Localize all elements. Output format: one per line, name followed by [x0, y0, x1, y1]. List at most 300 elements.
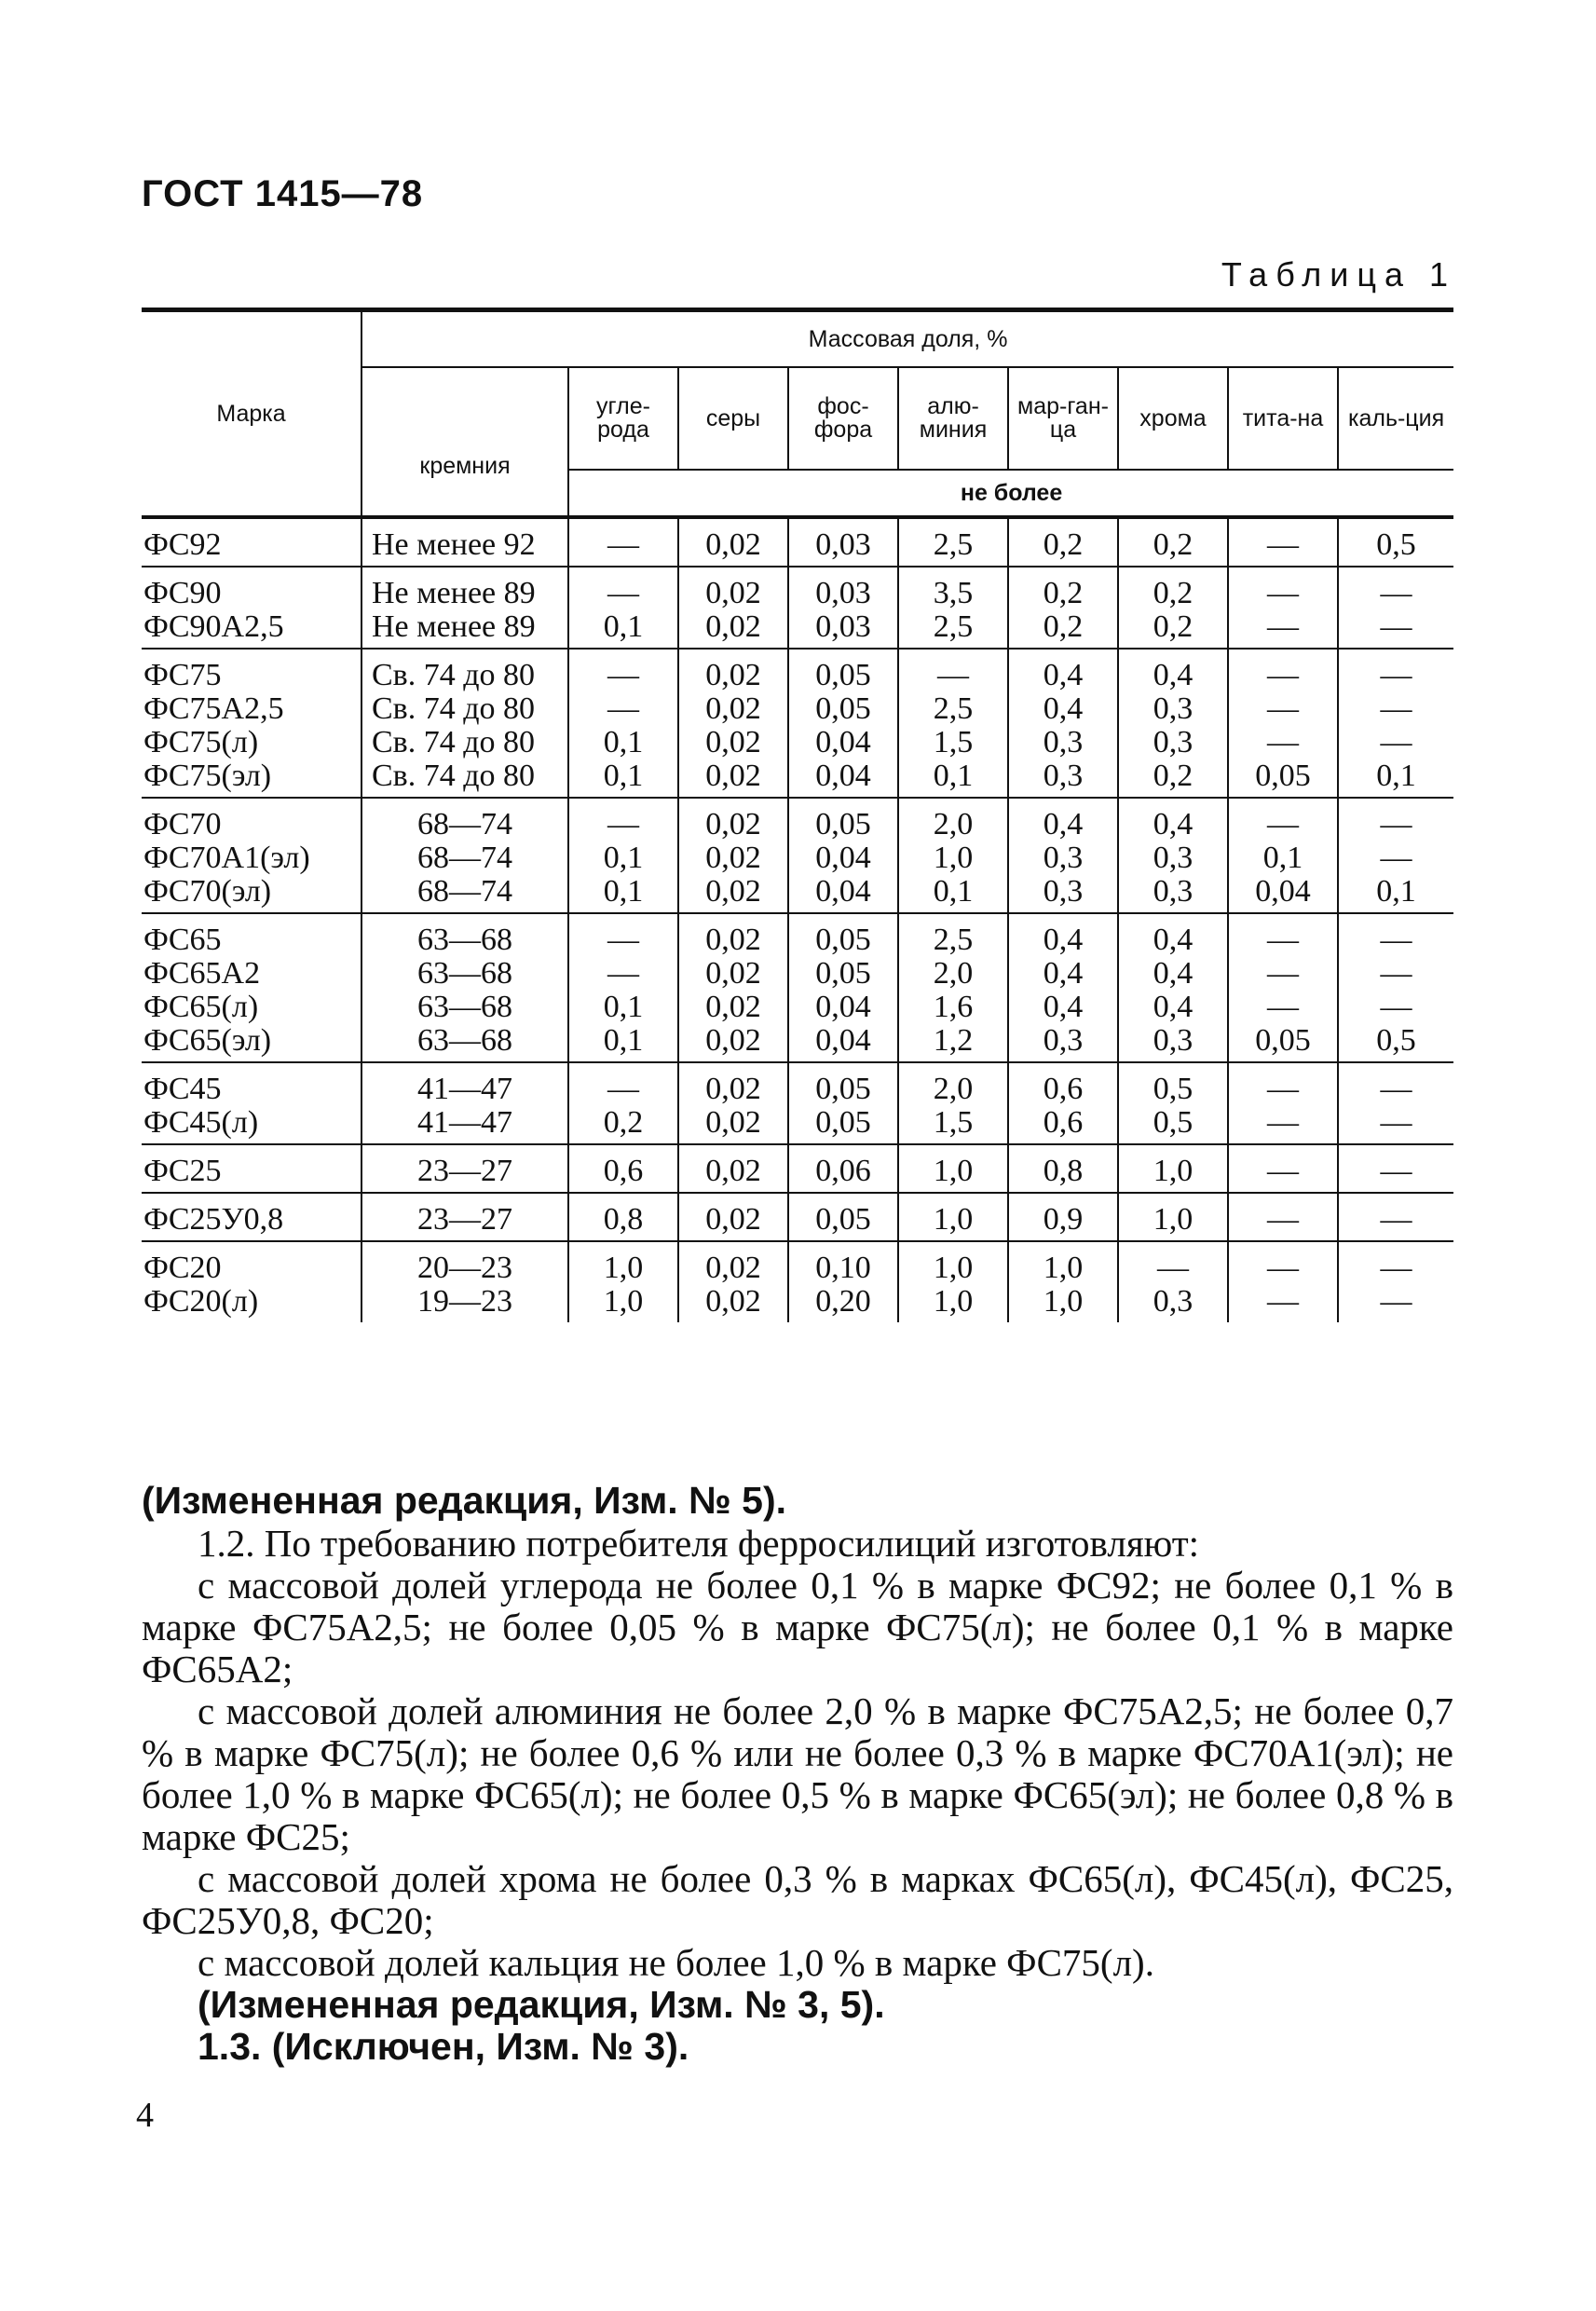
amendment-note-3-5-text: (Измененная редакция, Изм. № 3, 5).	[198, 1983, 885, 2026]
cell-chromium	[1118, 798, 1228, 913]
carbon-value: —	[607, 527, 639, 562]
manganese-value: 0,3	[1043, 759, 1084, 793]
sulfur-value: 0,02	[705, 691, 761, 726]
manganese-value: 1,0	[1043, 1284, 1084, 1319]
silicon-value: 23—27	[417, 1202, 512, 1237]
phosphorus-value: 0,04	[815, 1023, 871, 1058]
carbon-value: —	[607, 956, 639, 991]
mark-value: ФС20	[143, 1251, 222, 1285]
aluminium-value: 2,0	[933, 1072, 974, 1106]
cell-manganese	[1008, 1062, 1118, 1144]
carbon-value: 0,1	[603, 841, 644, 875]
sulfur-value: 0,02	[705, 527, 761, 562]
sulfur-value: 0,02	[705, 1072, 761, 1106]
aluminium-value: 1,0	[933, 1284, 974, 1319]
calcium-value: —	[1380, 1202, 1412, 1237]
silicon-value: Св. 74 до 80	[372, 658, 536, 692]
clause-calcium: с массовой долей кальция не более 1,0 % в марке ФС75(л).	[198, 1941, 1154, 1984]
amendment-note-5-text: (Измененная редакция, Изм. № 5).	[142, 1479, 787, 1522]
chromium-value: 0,4	[1153, 807, 1194, 841]
sulfur-value: 0,02	[705, 759, 761, 793]
cell-calcium	[1338, 913, 1453, 1062]
phosphorus-value: 0,04	[815, 759, 871, 793]
silicon-value: Не менее 89	[372, 576, 536, 610]
table-row-group	[142, 1062, 1453, 1144]
carbon-value: —	[607, 576, 639, 610]
amendment-note-5	[142, 1480, 1453, 1522]
cell-sulfur	[678, 1241, 788, 1322]
mark-value: ФС65(эл)	[143, 1023, 272, 1058]
phosphorus-value: 0,03	[815, 576, 871, 610]
cell-silicon	[361, 649, 568, 798]
composition-table	[142, 308, 1453, 1322]
cell-mark	[142, 1241, 361, 1322]
mark-value: ФС90	[143, 576, 222, 610]
cell-mark	[142, 1144, 361, 1193]
titanium-value: 0,1	[1262, 841, 1303, 875]
manganese-value: 0,4	[1043, 691, 1084, 726]
clause-chromium: с массовой долей хрома не более 0,3 % в марках ФС65(л), ФС45(л), ФС25, ФС25У0,8, ФС20;	[142, 1857, 1453, 1942]
cell-sulfur	[678, 1062, 788, 1144]
titanium-value: —	[1267, 1105, 1299, 1140]
titanium-value: —	[1267, 1154, 1299, 1188]
cell-carbon	[568, 1062, 678, 1144]
phosphorus-value: 0,10	[815, 1251, 871, 1285]
cell-sulfur	[678, 913, 788, 1062]
calcium-value: —	[1380, 1154, 1412, 1188]
cell-titanium	[1228, 798, 1338, 913]
cell-carbon	[568, 1144, 678, 1193]
cell-silicon	[361, 913, 568, 1062]
cell-phosphorus	[788, 1144, 898, 1193]
silicon-value: Св. 74 до 80	[372, 725, 536, 759]
mark-value: ФС75(л)	[143, 725, 259, 759]
silicon-value: Св. 74 до 80	[372, 759, 536, 793]
cell-sulfur	[678, 567, 788, 649]
cell-chromium	[1118, 1241, 1228, 1322]
cell-chromium	[1118, 649, 1228, 798]
calcium-value: —	[1380, 841, 1412, 875]
sulfur-value: 0,02	[705, 1251, 761, 1285]
cell-phosphorus	[788, 649, 898, 798]
mark-value: ФС65	[143, 923, 222, 957]
silicon-value: 68—74	[417, 807, 512, 841]
cell-aluminium	[898, 1241, 1008, 1322]
cell-mark	[142, 1062, 361, 1144]
chromium-value: 0,3	[1153, 691, 1194, 726]
aluminium-value: 1,0	[933, 1202, 974, 1237]
cell-silicon	[361, 1062, 568, 1144]
chromium-value: 0,4	[1153, 658, 1194, 692]
aluminium-value: 2,5	[933, 527, 974, 562]
chromium-value: 0,3	[1153, 725, 1194, 759]
cell-aluminium	[898, 1193, 1008, 1241]
cell-manganese	[1008, 567, 1118, 649]
carbon-value: —	[607, 691, 639, 726]
silicon-value: 63—68	[417, 923, 512, 957]
cell-titanium	[1228, 649, 1338, 798]
aluminium-value: 2,0	[933, 807, 974, 841]
cell-carbon	[568, 517, 678, 567]
cell-mark	[142, 567, 361, 649]
calcium-value: —	[1380, 658, 1412, 692]
calcium-value: 0,5	[1376, 527, 1416, 562]
col-aluminium-header: алю-миния	[898, 367, 1008, 470]
sulfur-value: 0,02	[705, 658, 761, 692]
mark-value: ФС65(л)	[143, 990, 259, 1024]
cell-aluminium	[898, 649, 1008, 798]
manganese-value: 0,2	[1043, 527, 1084, 562]
table-row-group	[142, 517, 1453, 567]
titanium-value: —	[1267, 1284, 1299, 1319]
cell-sulfur	[678, 517, 788, 567]
cell-silicon	[361, 517, 568, 567]
sulfur-value: 0,02	[705, 1202, 761, 1237]
cell-phosphorus	[788, 1062, 898, 1144]
clause-1-3	[142, 2026, 1453, 2068]
cell-aluminium	[898, 913, 1008, 1062]
manganese-value: 0,3	[1043, 841, 1084, 875]
col-carbon-header: угле-рода	[568, 367, 678, 470]
cell-calcium	[1338, 798, 1453, 913]
table-label: Таблица 1	[1221, 255, 1456, 294]
mark-value: ФС75А2,5	[143, 691, 284, 726]
table-row-group	[142, 567, 1453, 649]
cell-chromium	[1118, 1193, 1228, 1241]
chromium-value: 0,4	[1153, 990, 1194, 1024]
mark-value: ФС65А2	[143, 956, 261, 991]
carbon-value: 0,1	[603, 725, 644, 759]
aluminium-value: 0,1	[933, 759, 974, 793]
cell-carbon	[568, 798, 678, 913]
cell-carbon	[568, 649, 678, 798]
table-row-group	[142, 913, 1453, 1062]
cell-titanium	[1228, 517, 1338, 567]
cell-sulfur	[678, 649, 788, 798]
cell-mark	[142, 517, 361, 567]
manganese-value: 0,4	[1043, 807, 1084, 841]
cell-phosphorus	[788, 798, 898, 913]
calcium-value: —	[1380, 725, 1412, 759]
phosphorus-value: 0,05	[815, 691, 871, 726]
carbon-value: —	[607, 1072, 639, 1106]
cell-aluminium	[898, 517, 1008, 567]
phosphorus-value: 0,06	[815, 1154, 871, 1188]
table-body	[142, 517, 1453, 1322]
carbon-value: 1,0	[603, 1251, 644, 1285]
cell-silicon	[361, 567, 568, 649]
phosphorus-value: 0,04	[815, 990, 871, 1024]
carbon-value: —	[607, 923, 639, 957]
cell-titanium	[1228, 567, 1338, 649]
manganese-value: 0,9	[1043, 1202, 1084, 1237]
cell-carbon	[568, 567, 678, 649]
carbon-value: 0,1	[603, 609, 644, 644]
manganese-value: 0,3	[1043, 1023, 1084, 1058]
aluminium-value: 1,5	[933, 1105, 974, 1140]
cell-manganese	[1008, 517, 1118, 567]
titanium-value: 0,04	[1255, 874, 1311, 909]
titanium-value: —	[1267, 725, 1299, 759]
sulfur-value: 0,02	[705, 609, 761, 644]
cell-phosphorus	[788, 913, 898, 1062]
carbon-value: 1,0	[603, 1284, 644, 1319]
cell-mark	[142, 1193, 361, 1241]
cell-chromium	[1118, 913, 1228, 1062]
phosphorus-value: 0,05	[815, 658, 871, 692]
carbon-value: 0,1	[603, 759, 644, 793]
silicon-value: Не менее 89	[372, 609, 536, 644]
cell-phosphorus	[788, 567, 898, 649]
chromium-value: 0,4	[1153, 956, 1194, 991]
cell-sulfur	[678, 1144, 788, 1193]
sulfur-value: 0,02	[705, 807, 761, 841]
carbon-value: 0,1	[603, 1023, 644, 1058]
silicon-value: 20—23	[417, 1251, 512, 1285]
titanium-value: —	[1267, 576, 1299, 610]
aluminium-value: 2,5	[933, 609, 974, 644]
chromium-value: 0,2	[1153, 576, 1194, 610]
titanium-value: —	[1267, 1202, 1299, 1237]
cell-manganese	[1008, 913, 1118, 1062]
sulfur-value: 0,02	[705, 923, 761, 957]
manganese-value: 0,6	[1043, 1072, 1084, 1106]
table-head	[142, 310, 1453, 518]
mark-value: ФС45(л)	[143, 1105, 259, 1140]
chromium-value: 0,2	[1153, 609, 1194, 644]
table-row-group	[142, 1241, 1453, 1322]
cell-titanium	[1228, 913, 1338, 1062]
mark-value: ФС75	[143, 658, 222, 692]
titanium-value: —	[1267, 691, 1299, 726]
page-number: 4	[136, 2096, 154, 2135]
mark-value: ФС90А2,5	[143, 609, 284, 644]
titanium-value: 0,05	[1255, 1023, 1311, 1058]
carbon-value: —	[607, 807, 639, 841]
titanium-value: —	[1267, 923, 1299, 957]
cell-carbon	[568, 913, 678, 1062]
cell-phosphorus	[788, 1241, 898, 1322]
cell-silicon	[361, 1144, 568, 1193]
silicon-value: Не менее 92	[372, 527, 536, 562]
manganese-value: 0,6	[1043, 1105, 1084, 1140]
cell-manganese	[1008, 1193, 1118, 1241]
manganese-value: 0,2	[1043, 609, 1084, 644]
cell-aluminium	[898, 1062, 1008, 1144]
aluminium-value: 1,6	[933, 990, 974, 1024]
sulfur-value: 0,02	[705, 1154, 761, 1188]
sulfur-value: 0,02	[705, 990, 761, 1024]
cell-titanium	[1228, 1193, 1338, 1241]
cell-sulfur	[678, 1193, 788, 1241]
cell-carbon	[568, 1193, 678, 1241]
mark-value: ФС70А1(эл)	[143, 841, 310, 875]
phosphorus-value: 0,05	[815, 1072, 871, 1106]
aluminium-value: 1,0	[933, 1154, 974, 1188]
titanium-value: 0,05	[1255, 759, 1311, 793]
amendment-note-3-5	[142, 1984, 1453, 2026]
sulfur-value: 0,02	[705, 1023, 761, 1058]
calcium-value: —	[1380, 990, 1412, 1024]
clause-1-3-text: 1.3. (Исключен, Изм. № 3).	[198, 2025, 689, 2068]
cell-chromium	[1118, 567, 1228, 649]
carbon-value: —	[607, 658, 639, 692]
cell-titanium	[1228, 1062, 1338, 1144]
col-calcium-header: каль-ция	[1347, 404, 1445, 431]
silicon-value: 63—68	[417, 1023, 512, 1058]
silicon-value: 41—47	[417, 1105, 512, 1140]
phosphorus-value: 0,20	[815, 1284, 871, 1319]
titanium-value: —	[1267, 609, 1299, 644]
mark-value: ФС75(эл)	[143, 759, 272, 793]
titanium-value: —	[1267, 1072, 1299, 1106]
mark-value: ФС45	[143, 1072, 222, 1106]
cell-manganese	[1008, 649, 1118, 798]
manganese-value: 0,3	[1043, 874, 1084, 909]
silicon-value: 23—27	[417, 1154, 512, 1188]
titanium-value: —	[1267, 807, 1299, 841]
chromium-value: 0,3	[1153, 1023, 1194, 1058]
cell-silicon	[361, 1193, 568, 1241]
cell-silicon	[361, 798, 568, 913]
sulfur-value: 0,02	[705, 841, 761, 875]
mark-value: ФС70	[143, 807, 222, 841]
cell-calcium	[1338, 517, 1453, 567]
cell-aluminium	[898, 567, 1008, 649]
cell-titanium	[1228, 1241, 1338, 1322]
aluminium-value: —	[937, 658, 969, 692]
aluminium-value: 1,0	[933, 841, 974, 875]
chromium-value: 1,0	[1153, 1154, 1194, 1188]
phosphorus-value: 0,05	[815, 807, 871, 841]
table-row-group	[142, 1193, 1453, 1241]
col-manganese-header: мар-ган-ца	[1008, 367, 1118, 470]
cell-chromium	[1118, 1062, 1228, 1144]
calcium-value: —	[1380, 1072, 1412, 1106]
sulfur-value: 0,02	[705, 725, 761, 759]
carbon-value: 0,8	[603, 1202, 644, 1237]
clause-1-2: 1.2. По требованию потребителя ферросилиций изготовляют:	[198, 1522, 1200, 1565]
phosphorus-value: 0,05	[815, 923, 871, 957]
phosphorus-value: 0,04	[815, 725, 871, 759]
silicon-value: 41—47	[417, 1072, 512, 1106]
aluminium-value: 2,5	[933, 923, 974, 957]
calcium-value: —	[1380, 1284, 1412, 1319]
cell-calcium	[1338, 1062, 1453, 1144]
phosphorus-value: 0,05	[815, 1105, 871, 1140]
chromium-value: —	[1157, 1251, 1189, 1285]
calcium-value: —	[1380, 609, 1412, 644]
aluminium-value: 3,5	[933, 576, 974, 610]
mass-fraction-header: Массовая доля, %	[361, 310, 1453, 368]
cell-calcium	[1338, 1241, 1453, 1322]
cell-calcium	[1338, 1193, 1453, 1241]
silicon-value: Св. 74 до 80	[372, 691, 536, 726]
titanium-value: —	[1267, 658, 1299, 692]
cell-calcium	[1338, 567, 1453, 649]
table-row-group	[142, 798, 1453, 913]
not-more-header: не более	[568, 470, 1453, 517]
cell-mark	[142, 649, 361, 798]
table-row-group	[142, 649, 1453, 798]
sulfur-value: 0,02	[705, 956, 761, 991]
calcium-value: —	[1380, 923, 1412, 957]
manganese-value: 1,0	[1043, 1251, 1084, 1285]
mark-value: ФС92	[143, 527, 222, 562]
cell-manganese	[1008, 798, 1118, 913]
aluminium-value: 0,1	[933, 874, 974, 909]
mark-value: ФС25У0,8	[143, 1202, 284, 1237]
calcium-value: 0,5	[1376, 1023, 1416, 1058]
calcium-value: —	[1380, 691, 1412, 726]
mark-value: ФС25	[143, 1154, 222, 1188]
phosphorus-value: 0,05	[815, 956, 871, 991]
calcium-value: —	[1380, 1105, 1412, 1140]
cell-aluminium	[898, 798, 1008, 913]
phosphorus-value: 0,04	[815, 841, 871, 875]
carbon-value: 0,1	[603, 990, 644, 1024]
chromium-value: 0,5	[1153, 1105, 1194, 1140]
cell-manganese	[1008, 1241, 1118, 1322]
cell-aluminium	[898, 1144, 1008, 1193]
phosphorus-value: 0,03	[815, 609, 871, 644]
aluminium-value: 2,0	[933, 956, 974, 991]
chromium-value: 0,2	[1153, 527, 1194, 562]
calcium-value: —	[1380, 956, 1412, 991]
carbon-value: 0,6	[603, 1154, 644, 1188]
table-row-group	[142, 1144, 1453, 1193]
cell-mark	[142, 913, 361, 1062]
cell-silicon	[361, 1241, 568, 1322]
cell-calcium	[1338, 1144, 1453, 1193]
sulfur-value: 0,02	[705, 576, 761, 610]
chromium-value: 0,2	[1153, 759, 1194, 793]
aluminium-value: 2,5	[933, 691, 974, 726]
silicon-value: 68—74	[417, 874, 512, 909]
col-sulfur-header: серы	[678, 367, 788, 470]
sulfur-value: 0,02	[705, 874, 761, 909]
cell-phosphorus	[788, 517, 898, 567]
calcium-value: —	[1380, 807, 1412, 841]
silicon-value: 63—68	[417, 990, 512, 1024]
sulfur-value: 0,02	[705, 1284, 761, 1319]
manganese-value: 0,4	[1043, 658, 1084, 692]
carbon-value: 0,1	[603, 874, 644, 909]
titanium-value: —	[1267, 527, 1299, 562]
cell-manganese	[1008, 1144, 1118, 1193]
cell-chromium	[1118, 517, 1228, 567]
phosphorus-value: 0,05	[815, 1202, 871, 1237]
chromium-value: 1,0	[1153, 1202, 1194, 1237]
col-phosphorus-header: фос-фора	[788, 367, 898, 470]
phosphorus-value: 0,04	[815, 874, 871, 909]
chromium-value: 0,5	[1153, 1072, 1194, 1106]
col-titanium-header: тита-на	[1228, 367, 1338, 470]
cell-calcium	[1338, 649, 1453, 798]
titanium-value: —	[1267, 956, 1299, 991]
document-code: ГОСТ 1415—78	[142, 173, 424, 214]
cell-phosphorus	[788, 1193, 898, 1241]
clause-aluminium: с массовой долей алюминия не более 2,0 % в марке ФС75А2,5; не более 0,7 % в марке ФС75(л); не более 0,6 % или не более 0,3 % в марке ФС70А1(эл); не более 1,0 % в марке ФС65(л); не более 0,5 % в марке ФС65(эл); не более 0,8 % в марке ФС25;	[142, 1689, 1453, 1858]
cell-sulfur	[678, 798, 788, 913]
calcium-value: —	[1380, 1251, 1412, 1285]
aluminium-value: 1,5	[933, 725, 974, 759]
silicon-value: 19—23	[417, 1284, 512, 1319]
silicon-value: 63—68	[417, 956, 512, 991]
phosphorus-value: 0,03	[815, 527, 871, 562]
cell-titanium	[1228, 1144, 1338, 1193]
chromium-value: 0,4	[1153, 923, 1194, 957]
